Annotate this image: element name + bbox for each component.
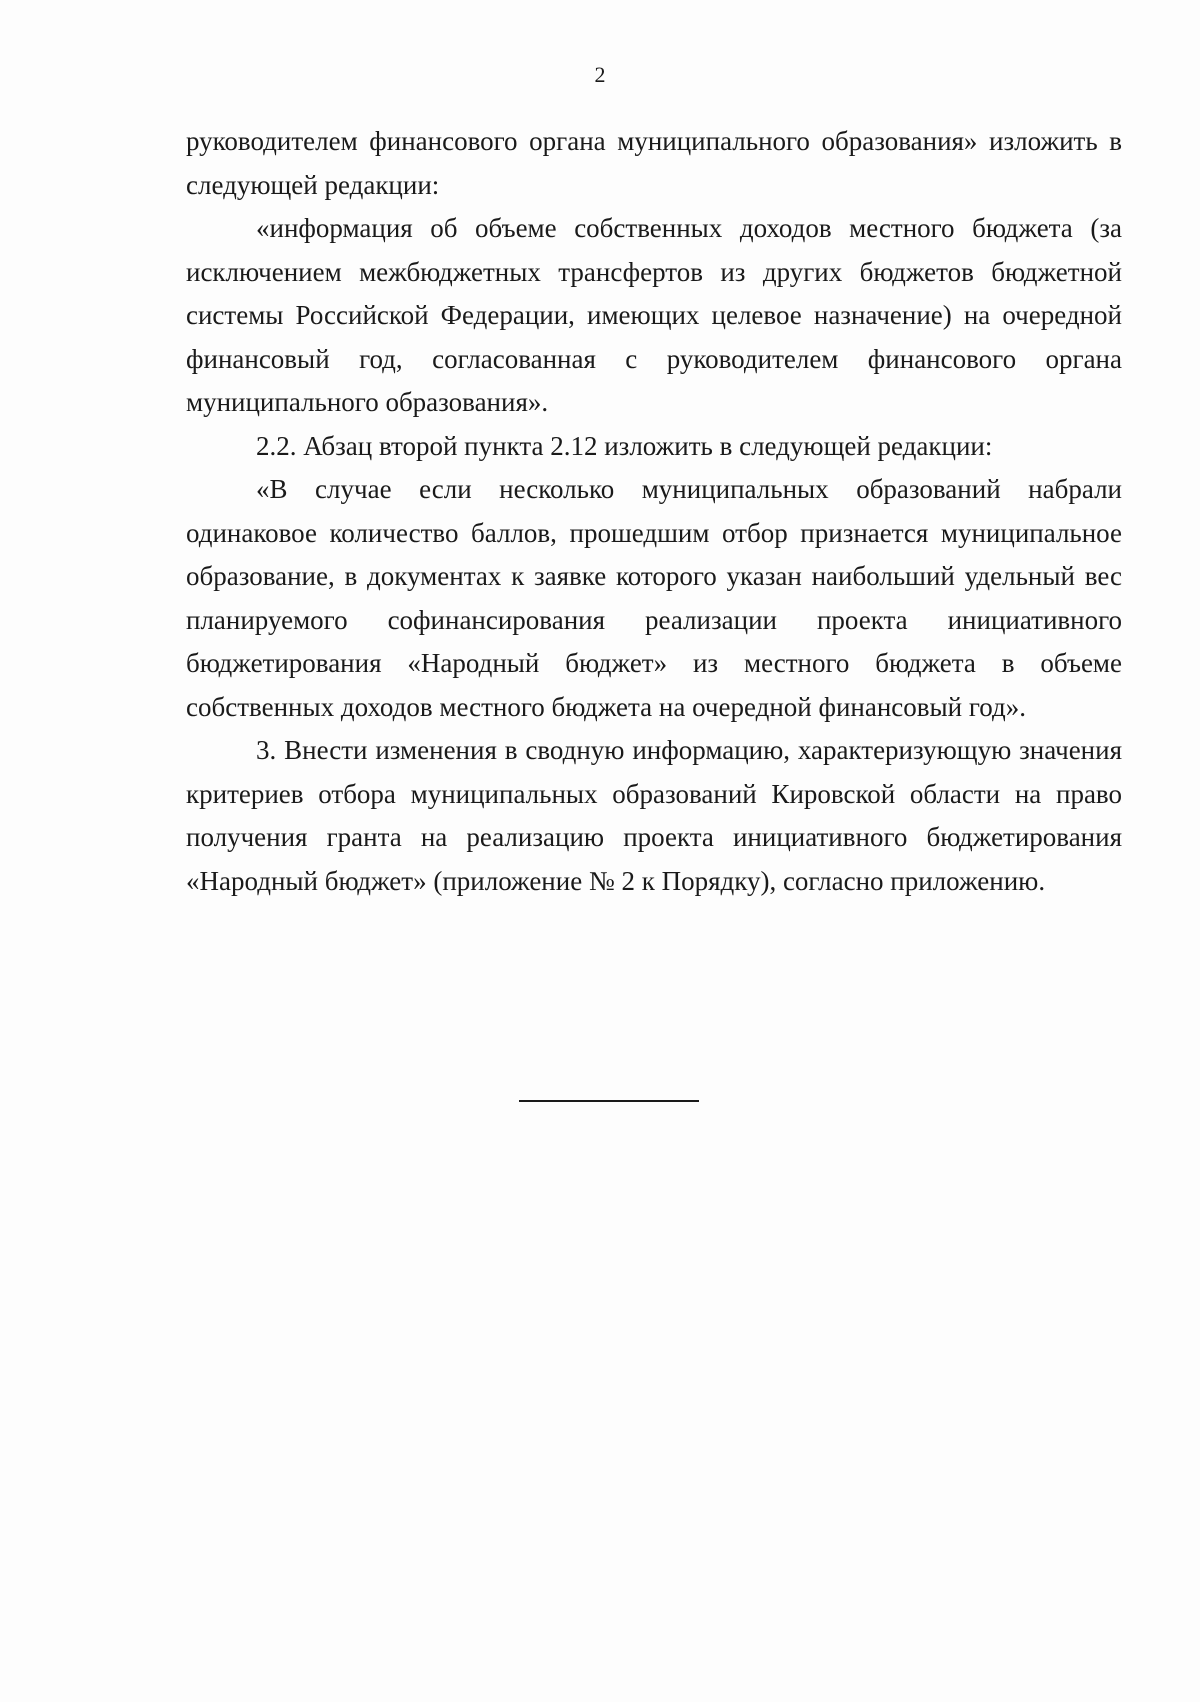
paragraph-quoted-clause-2-12: «В случае если несколько муниципальных образований набрали одинаковое количество баллов, прошедшим отбор признается муниципальное образование, в документах к заявке которого указан наибольший удельный вес планируемого софинансирования реализации проекта инициативного бюджетирования «Народный бюджет» из местного бюджета в объеме собственных доходов местного бюджета на очередной финансовый год».	[186, 474, 1122, 722]
page-number: 2	[594, 62, 606, 87]
document-body	[186, 120, 1122, 903]
paragraph-clause-2-2: 2.2. Абзац второй пункта 2.12 изложить в следующей редакции:	[256, 430, 993, 461]
paragraph-continuation: руководителем финансового органа муниципального образования» изложить в следующей редакции:	[186, 126, 1122, 200]
paragraph-clause-3: 3. Внести изменения в сводную информацию, характеризующую значения критериев отбора муниципальных образований Кировской области на право получения гранта на реализацию проекта инициативного бюджетирования «Народный бюджет» (приложение № 2 к Порядку), согласно приложению.	[186, 735, 1122, 896]
paragraph-quoted-amendment: «информация об объеме собственных доходов местного бюджета (за исключением межбюджетных трансфертов из других бюджетов бюджетной системы Российской Федерации, имеющих целевое назначение) на очередной финансовый год, согласованная с руководителем финансового органа муниципального образования».	[186, 213, 1122, 417]
end-of-text-rule	[519, 1100, 699, 1102]
